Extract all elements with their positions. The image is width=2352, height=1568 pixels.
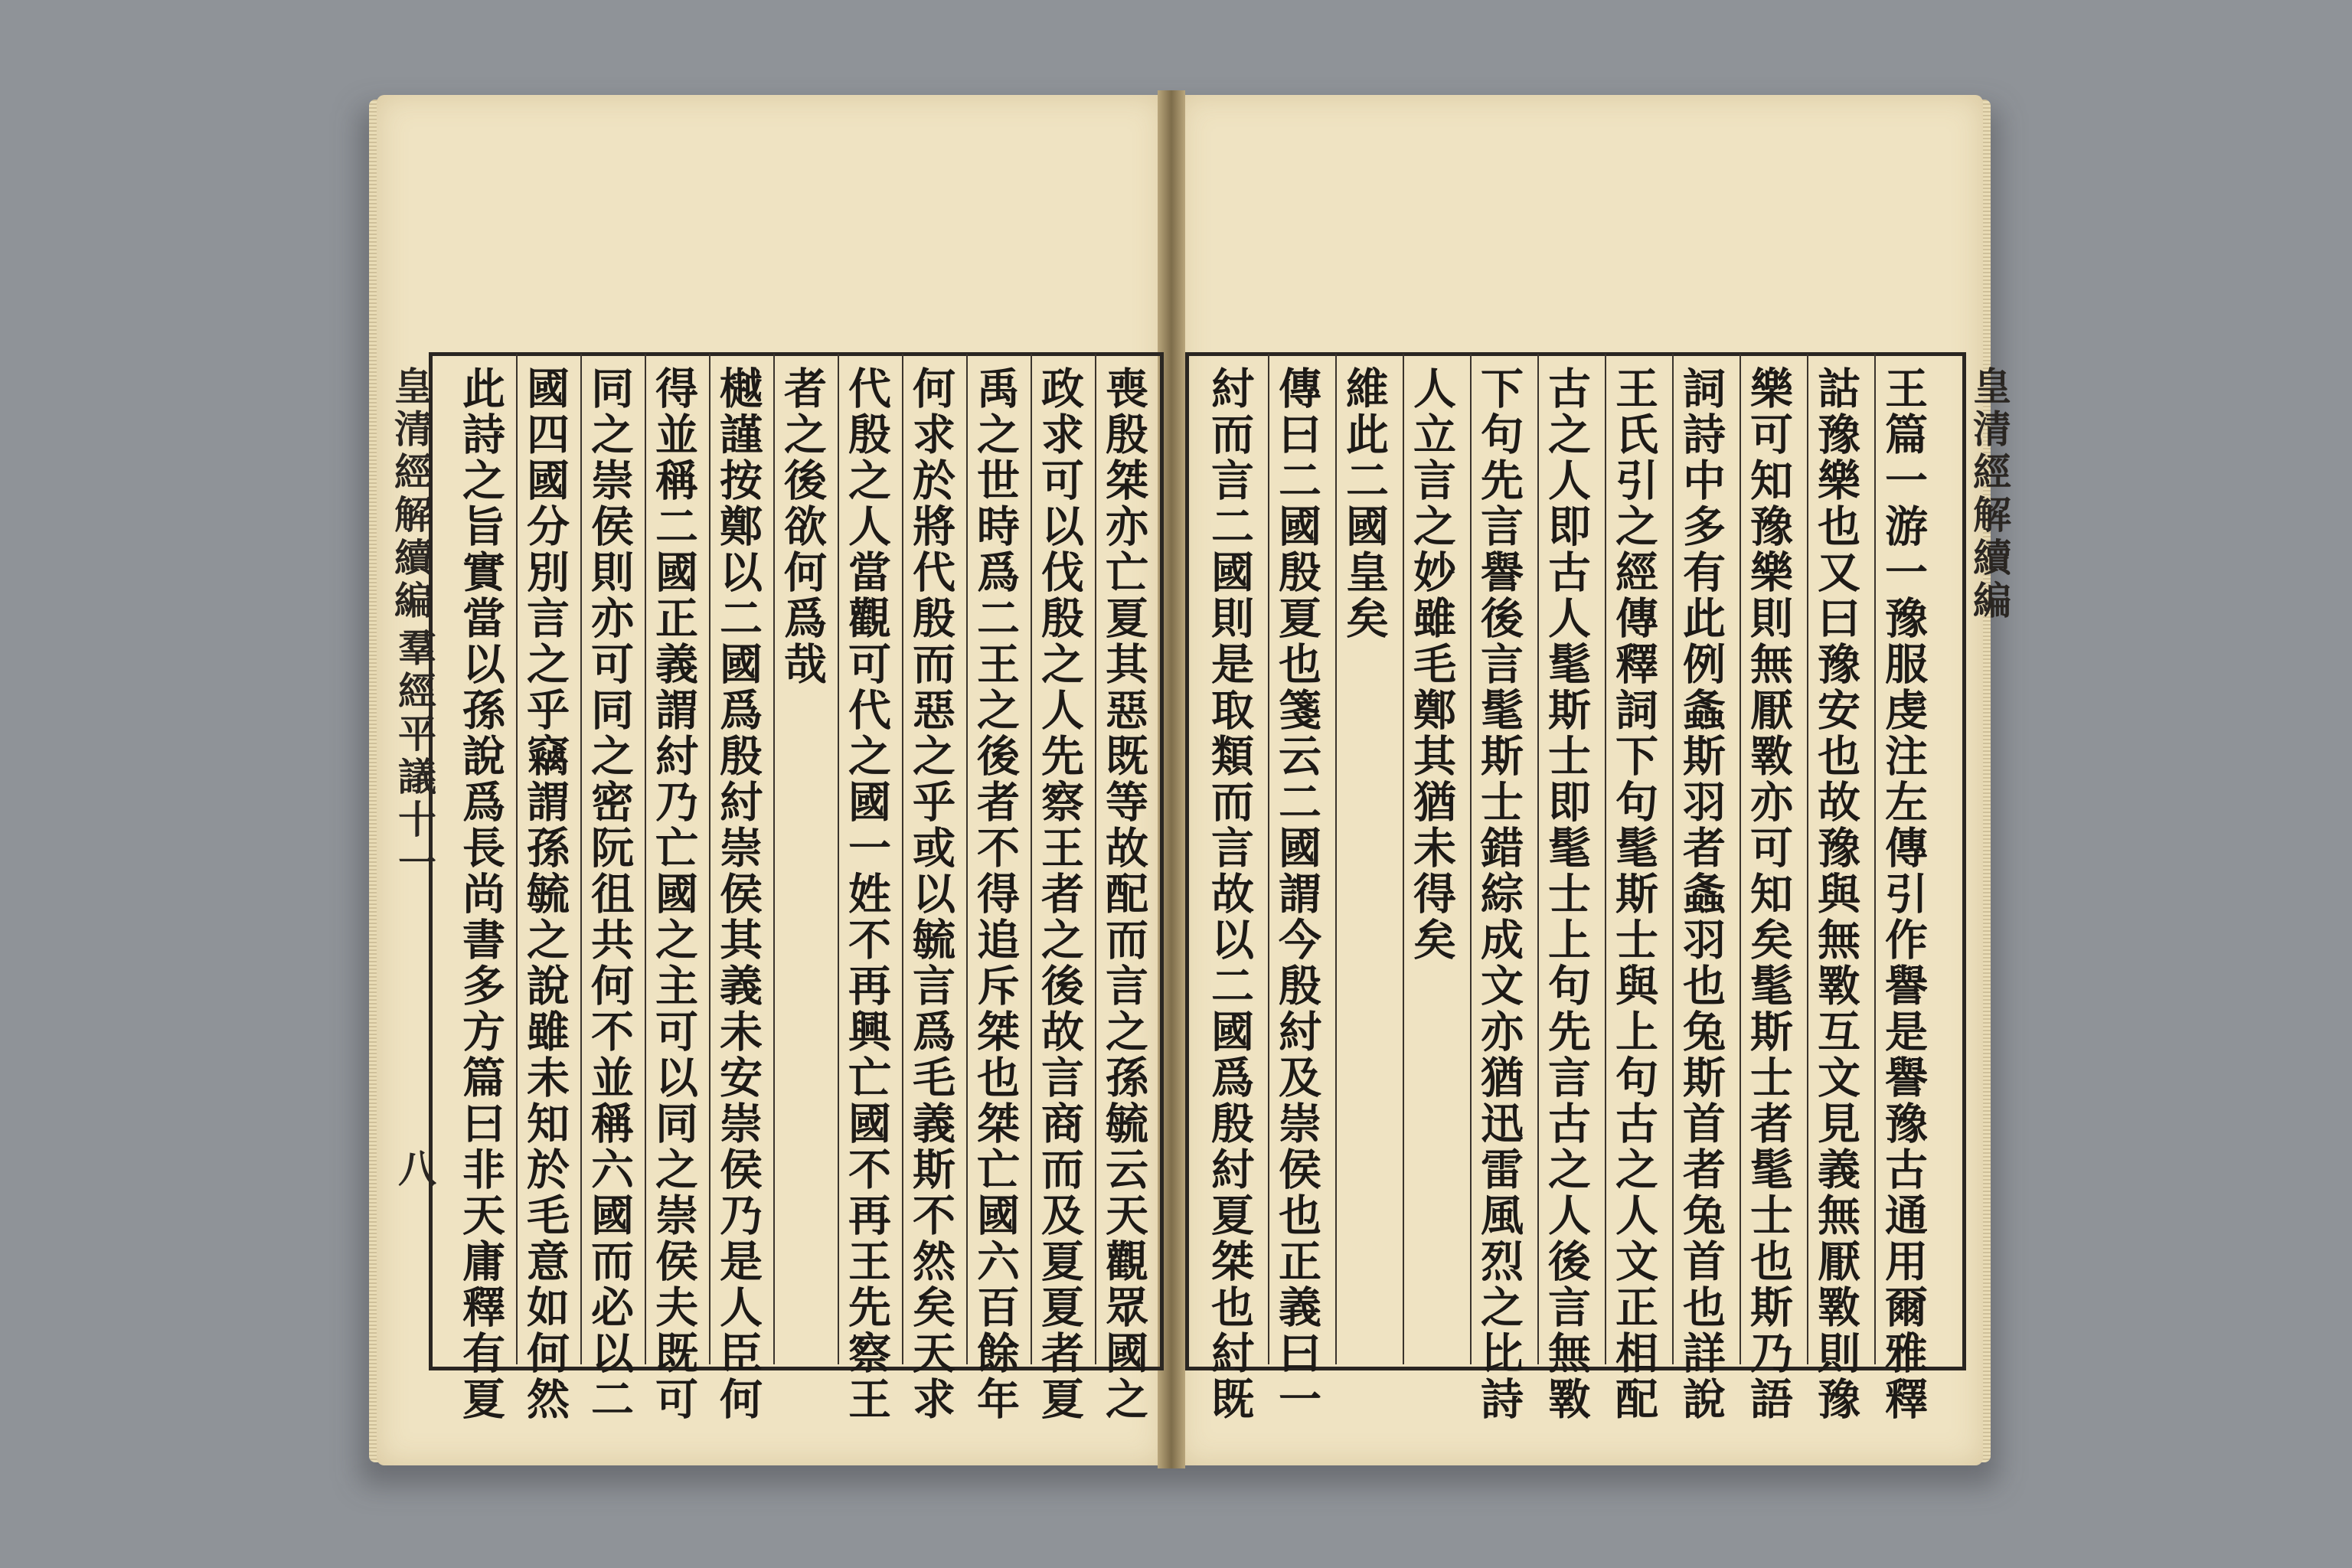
right-col-3: 樂可知豫樂則無厭斁亦可知矣髦斯士者髦士也斯乃語 xyxy=(1743,366,1794,1423)
left-col-7: 樾謹按鄭以二國爲殷紂崇侯其義未安崇侯乃是人臣何 xyxy=(713,366,763,1423)
right-col-7: 下句先言譽後言髦斯士錯綜成文亦猶迅雷風烈之比詩 xyxy=(1474,366,1524,1423)
column-rule xyxy=(1740,354,1741,1364)
left-margin-subheading: 羣經平議十一 xyxy=(392,628,437,885)
column-rule xyxy=(1470,354,1472,1364)
column-rule xyxy=(1268,354,1269,1364)
column-rule xyxy=(709,354,710,1364)
column-rule xyxy=(773,354,775,1364)
column-rule xyxy=(1537,354,1539,1364)
column-rule xyxy=(516,354,518,1364)
column-rule xyxy=(1335,354,1337,1364)
right-col-5: 王氏引之經傳釋詞下句髦斯士與上句古之人文正相配 xyxy=(1609,366,1659,1423)
right-col-2: 詁豫樂也又曰豫安也故豫與無斁互文見義無厭斁則豫 xyxy=(1811,366,1861,1423)
column-rule xyxy=(1031,354,1032,1364)
column-rule xyxy=(1403,354,1404,1364)
left-col-8: 得並稱二國正義謂紂乃亡國之主可以同之崇侯夫既可 xyxy=(648,366,699,1423)
left-folio: 八 xyxy=(392,1148,437,1187)
column-rule xyxy=(1874,354,1876,1364)
left-col-5: 代殷之人當觀可代之國一姓不再興亡國不再王先察王 xyxy=(841,366,892,1423)
column-rule xyxy=(966,354,968,1364)
right-col-6: 古之人即古人髦斯士即髦士上句先言古之人後言無斁 xyxy=(1541,366,1592,1423)
left-col-4: 何求於將代殷而惡之乎或以毓言爲毛義斯不然矣天求 xyxy=(906,366,956,1423)
column-rule xyxy=(1095,354,1096,1364)
right-margin-heading: 皇清經解續編 xyxy=(1967,366,2012,623)
left-col-1: 喪殷桀亦亡夏其惡既等故配而言之孫毓云天觀眾國之 xyxy=(1099,366,1149,1423)
column-rule xyxy=(1672,354,1674,1364)
right-col-1: 王篇一游一豫服虔注左傳引作譽是譽豫古通用爾雅釋 xyxy=(1878,366,1929,1423)
left-col-10: 國四國分別言之乎竊謂孫毓之說雖未知於毛意如何然 xyxy=(520,366,570,1423)
left-margin-heading: 皇清經解續編 xyxy=(388,366,433,623)
left-col-3: 禹之世時爲二王之後者不得追斥桀也桀亡國六百餘年 xyxy=(970,366,1021,1423)
column-rule xyxy=(902,354,903,1364)
left-col-2: 政求可以伐殷之人先察王者之後故言商而及夏夏者夏 xyxy=(1034,366,1085,1423)
left-col-6: 者之後欲何爲哉 xyxy=(777,366,828,688)
right-col-4: 詞詩中多有此例螽斯羽者螽羽也兔斯首者兔首也詳說 xyxy=(1676,366,1726,1423)
column-rule xyxy=(645,354,646,1364)
right-col-9: 維此二國皇矣 xyxy=(1339,366,1390,642)
column-rule xyxy=(1605,354,1606,1364)
right-col-11: 紂而言二國則是取類而言故以二國爲殷紂夏桀也紂既 xyxy=(1204,366,1255,1423)
left-col-11: 此詩之旨實當以孫說爲長尚書多方篇曰非天庸釋有夏 xyxy=(456,366,506,1423)
right-col-8: 人立言之妙雖毛鄭其猶未得矣 xyxy=(1406,366,1457,963)
right-col-10: 傳曰二國殷夏也箋云二國謂今殷紂及崇侯也正義曰一 xyxy=(1272,366,1322,1423)
column-rule xyxy=(838,354,839,1364)
column-rule xyxy=(580,354,582,1364)
left-col-9: 同之崇侯則亦可同之密阮徂共何不並稱六國而必以二 xyxy=(584,366,635,1423)
column-rule xyxy=(1807,354,1808,1364)
